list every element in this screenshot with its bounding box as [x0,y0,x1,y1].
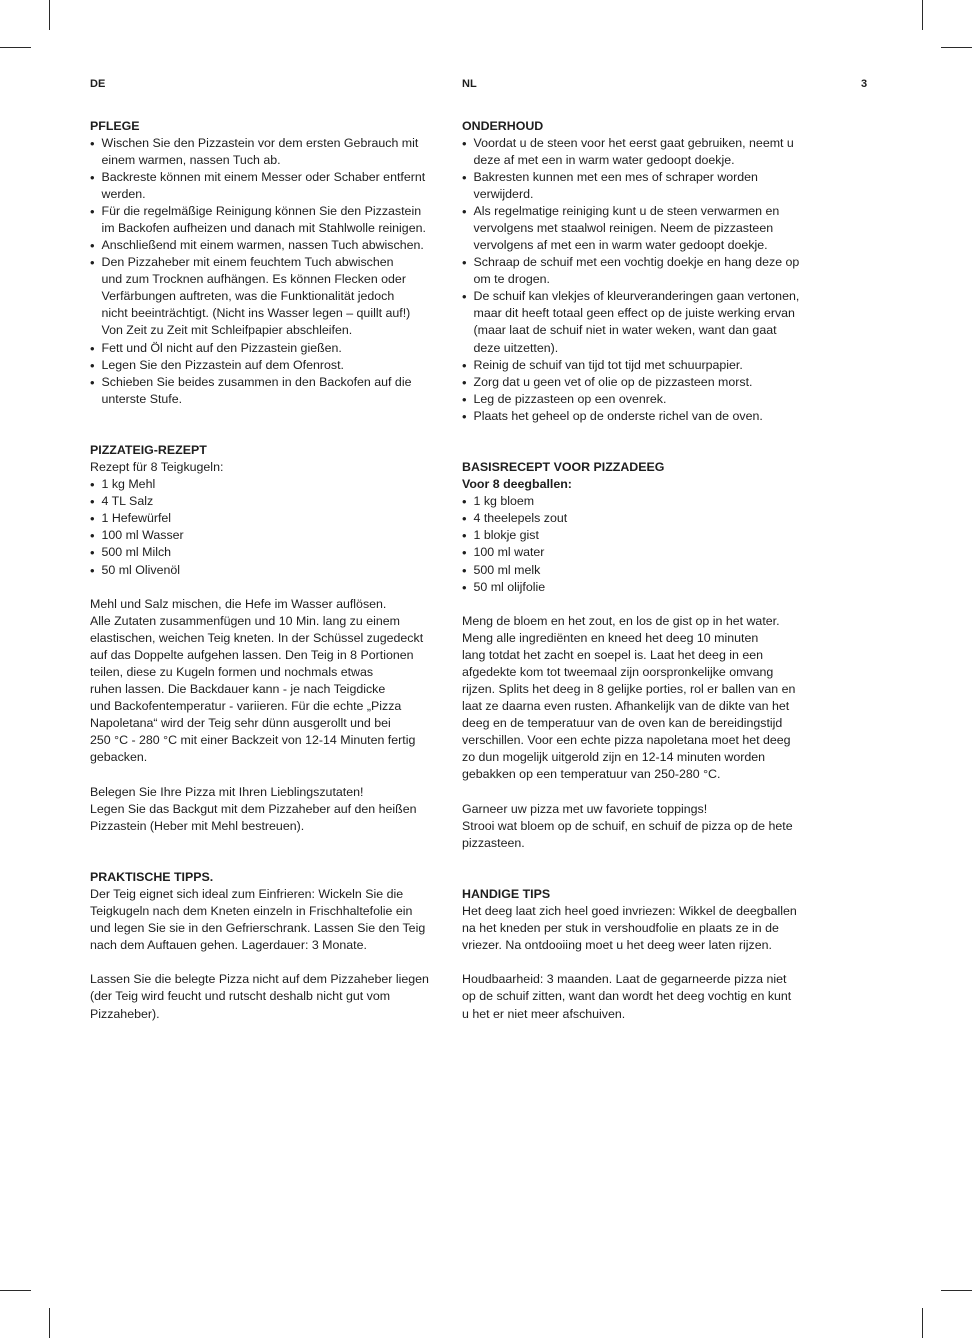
bullet-item [462,391,862,408]
bullet-text-line: Reinig de schuif van tijd tot tijd met schuurpapier. [473,357,743,372]
text-line: 250 °C - 280 °C mit einer Backzeit von 12-14 Minuten fertig [90,733,416,748]
text-line: auf das Doppelte aufgehen lassen. Den Teig in 8 Portionen [90,647,414,662]
text-group [90,784,450,835]
bullet-text-line: Zorg dat u geen vet of olie op de pizzasteen morst. [473,374,753,389]
text-group [90,971,450,1022]
bullet-text-line: vervolgens af met een in warm water gedoopt doekje. [473,238,768,253]
text-group [462,903,862,954]
bullet-item [90,169,450,203]
bullet-item [462,288,862,356]
text-line: op de schuif zitten, want dan wordt het deeg vochtig en kunt [462,989,792,1004]
text-group [462,135,862,425]
bullet-item [462,579,862,596]
bullet-text-line: Verfärbungen auftreten, was die Funktionalität jedoch [101,289,395,304]
section-title: PRAKTISCHE TIPPS. [90,869,214,884]
bullet-text-line: om te drogen. [473,272,550,287]
bullet-text-line: 50 ml Olivenöl [101,562,181,577]
section-title: PIZZATEIG-REZEPT [90,442,207,457]
bullet-glyph: • [90,340,95,356]
text-line: Pizzaheber). [90,1006,160,1021]
bullet-text-line: Backreste können mit einem Messer oder Schaber entfernt [101,169,426,184]
bullet-glyph: • [462,545,467,561]
bullet-item [90,493,450,510]
bullet-item [90,135,450,169]
bullet-item [462,562,862,579]
bullet-glyph: • [462,289,467,305]
paragraph [462,903,862,954]
text-line: zo dun mogelijk uitgerold zijn en 12-14 minuten worden [462,750,766,765]
bullet-list [90,135,450,408]
bullet-text-line: Als regelmatige reiniging kunt u de steen verwarmen en [473,203,780,218]
section [462,886,862,1023]
bullet-glyph: • [90,374,95,390]
bullet-text-line: Plaats het geheel op de onderste richel van de oven. [473,408,763,423]
language-label-dutch: NL [462,78,477,90]
text-line: Napoletana“ wird der Teig sehr dünn ausgerollt und bei [90,716,391,731]
text-line: Der Teig eignet sich ideal zum Einfrieren: Wickeln Sie die [90,887,404,902]
bullet-item [90,510,450,527]
bullet-text-line: Legen Sie den Pizzastein auf dem Ofenrost. [101,357,344,372]
bullet-glyph: • [90,494,95,510]
text-line: Belegen Sie Ihre Pizza mit Ihren Lieblingszutaten! [90,784,364,799]
bullet-glyph: • [90,135,95,151]
bullet-glyph: • [462,255,467,271]
bullet-text-line: 50 ml olijfolie [473,579,546,594]
bullet-list [90,476,450,578]
bullet-text-line: nicht beeinträchtigt. (Nicht ins Wasser legen – quillt auf!) [101,306,411,321]
crop-mark-top-left-horizontal [0,47,31,48]
text-line: laat ze daarna even rusten. Afhankelijk van de dikte van het [462,699,790,714]
bullet-text-line: Wischen Sie den Pizzastein vor dem ersten Gebrauch mit [101,135,419,150]
bullet-text-line: und zum Trocknen aufhängen. Es können Flecken oder [101,272,406,287]
text-line: nach dem Auftauen gehen. Lagerdauer: 3 Monate. [90,938,367,953]
bullet-glyph: • [90,528,95,544]
paragraph [462,971,862,1022]
bullet-list [462,135,862,425]
bullet-item [462,135,862,169]
bullet-glyph: • [462,203,467,219]
bullet-text-line: deze af met een in warm water gedoopt doekje. [473,152,735,167]
bullet-glyph: • [462,169,467,185]
bullet-text-line: 100 ml water [473,545,545,560]
text-line: Rezept für 8 Teigkugeln: [90,460,224,475]
dutch-column [462,118,862,1023]
bullet-text-line: 500 ml Milch [101,545,172,560]
crop-mark-bottom-left-horizontal [0,1290,31,1291]
text-group [90,596,450,767]
bullet-text-line: 4 TL Salz [101,494,154,509]
bullet-text-line: Anschließend mit einem warmen, nassen Tuch abwischen. [101,238,424,253]
bullet-glyph: • [462,562,467,578]
bullet-item [462,203,862,254]
bullet-item [90,544,450,561]
bullet-glyph: • [462,374,467,390]
crop-mark-bottom-right-horizontal [941,1290,972,1291]
bullet-text-line: 4 theelepels zout [473,511,568,526]
bullet-text-line: Den Pizzaheber mit einem feuchtem Tuch abwischen [101,255,394,270]
bullet-item [90,203,450,237]
section-title: BASISRECEPT VOOR PIZZADEEG [462,460,665,475]
section-title: ONDERHOUD [462,118,544,133]
text-line: afgedekte kom tot tweemaal zijn oorspronkelijke omvang [462,665,774,679]
text-line: u het er niet meer afschuiven. [462,1006,626,1021]
section [90,118,450,408]
subheading [462,476,862,493]
text-line: ruhen lassen. Die Backdauer kann - je nach Teigdicke [90,682,386,697]
bullet-text-line: Bakresten kunnen met een mes of schraper worden [473,169,758,184]
section-title: PFLEGE [90,118,140,133]
bullet-glyph: • [90,511,95,527]
text-group [90,459,450,579]
text-line: und Backofentemperatur - variieren. Für die echte „Pizza [90,699,402,714]
text-line: Teigkugeln nach dem Kneten einzeln in Frischhaltefolie ein [90,904,413,919]
bullet-glyph: • [90,255,95,271]
paragraph [90,596,450,767]
text-group [462,476,862,596]
bullet-glyph: • [462,408,467,424]
bullet-item [462,510,862,527]
language-label-german: DE [90,78,106,90]
bullet-text-line: werden. [101,186,146,201]
section-title: HANDIGE TIPS [462,887,551,902]
text-group [90,886,450,954]
bullet-text-line: maar dit heeft totaal geen effect op de juiste werking ervan [473,306,795,321]
bullet-text-line: Für die regelmäßige Reinigung können Sie den Pizzastein [101,203,422,218]
text-group [462,971,862,1022]
text-line: (der Teig wird feucht und rutscht deshalb nicht gut vom [90,989,391,1004]
text-line: Legen Sie das Backgut mit dem Pizzaheber auf den heißen [90,801,417,816]
bullet-item [462,254,862,288]
paragraph [462,801,862,852]
bullet-glyph: • [462,494,467,510]
bullet-text-line: deze uitzetten). [473,340,559,355]
bullet-text-line: (maar laat de schuif niet in water weken, want dan gaat [473,323,777,338]
crop-mark-bottom-left-vertical [49,1308,50,1338]
bullet-text-line: 100 ml Wasser [101,528,184,543]
crop-mark-top-right-vertical [922,0,923,30]
bullet-text-line: unterste Stufe. [101,391,183,406]
bullet-item [90,562,450,579]
text-group [90,135,450,408]
bullet-text-line: einem warmen, nassen Tuch ab. [101,152,281,167]
text-line: rijzen. Splits het deeg in 8 gelijke porties, rol er ballen van en [462,682,796,697]
text-line: Pizzastein (Heber mit Mehl bestreuen). [90,818,305,833]
bullet-glyph: • [90,562,95,578]
bullet-list [462,493,862,595]
paragraph [462,613,862,784]
section [90,869,450,1023]
crop-mark-top-right-horizontal [941,47,972,48]
bullet-item [90,237,450,254]
bullet-glyph: • [90,545,95,561]
text-line: gebacken. [90,750,148,765]
bullet-item [90,357,450,374]
paragraph [90,784,450,835]
section [462,118,862,425]
text-line: deeg en de temperatuur van de oven kan de bereidingstijd [462,716,783,731]
text-line: pizzasteen. [462,835,525,850]
text-line: lang totdat het zacht en soepel is. Laat het deeg in een [462,647,764,662]
bullet-item [462,493,862,510]
bullet-item [462,357,862,374]
text-line: na het kneden per stuk in vershoudfolie en plaats ze in de [462,921,779,936]
bullet-item [462,544,862,561]
bullet-text-line: Von Zeit zu Zeit mit Schleifpapier abschleifen. [101,323,353,338]
text-line: Voor 8 deegballen: [462,477,572,492]
paragraph [90,459,450,476]
paragraph [90,971,450,1022]
bullet-text-line: 1 Hefewürfel [101,511,172,526]
bullet-item [90,374,450,408]
text-line: und legen Sie sie in den Gefrierschrank. Lassen Sie den Teig [90,921,426,936]
bullet-item [90,476,450,493]
text-line: Alle Zutaten zusammenfügen und 10 Min. lang zu einem [90,613,400,628]
bullet-text-line: De schuif kan vlekjes of kleurveranderingen gaan vertonen, [473,289,800,304]
crop-mark-top-left-vertical [49,0,50,30]
text-line: Strooi wat bloem op de schuif, en schuif de pizza op de hete [462,818,793,833]
text-line: vriezer. Na ontdooiing moet u het deeg weer laten rijzen. [462,938,772,953]
bullet-item [462,527,862,544]
text-line: Meng alle ingrediënten en kneed het deeg 10 minuten [462,630,759,645]
bullet-text-line: Leg de pizzasteen op een ovenrek. [473,391,667,406]
bullet-text-line: 1 kg bloem [473,494,535,509]
bullet-text-line: Schraap de schuif met een vochtig doekje en hang deze op [473,255,800,270]
bullet-text-line: im Backofen aufheizen und danach mit Stahlwolle reinigen. [101,220,426,235]
text-line: Meng de bloem en het zout, en los de gist op in het water. [462,613,780,628]
bullet-glyph: • [462,135,467,151]
text-line: gebakken op een temperatuur van 250-280 °C. [462,767,721,782]
text-line: Garneer uw pizza met uw favoriete toppings! [462,801,708,816]
text-line: teilen, diese zu Kugeln formen und nochmals etwas [90,665,374,679]
bullet-item [90,254,450,339]
bullet-text-line: 1 kg Mehl [101,477,156,492]
text-line: Mehl und Salz mischen, die Hefe im Wasser auflösen. [90,596,387,611]
crop-mark-bottom-right-vertical [922,1308,923,1338]
bullet-text-line: vervolgens met staalwol reinigen. Neem de pizzasteen [473,220,774,235]
text-line: elastischen, weichen Teig kneten. In der Schüssel zugedeckt [90,630,424,645]
bullet-text-line: 500 ml melk [473,562,541,577]
bullet-text-line: Fett und Öl nicht auf den Pizzastein gießen. [101,340,342,355]
bullet-glyph: • [90,357,95,373]
bullet-glyph: • [462,511,467,527]
bullet-item [462,374,862,391]
bullet-glyph: • [90,238,95,254]
text-line: verschillen. Voor een echte pizza napoletana moet het deeg [462,733,791,748]
bullet-glyph: • [462,579,467,595]
bullet-glyph: • [462,391,467,407]
page-number: 3 [861,78,868,90]
section [462,459,862,852]
bullet-text-line: verwijderd. [473,186,534,201]
bullet-text-line: 1 blokje gist [473,528,539,543]
bullet-text-line: Voordat u de steen voor het eerst gaat gebruiken, neemt u [473,135,794,150]
section [90,442,450,835]
bullet-glyph: • [462,528,467,544]
bullet-glyph: • [462,357,467,373]
text-line: Het deeg laat zich heel goed invriezen: Wikkel de deegballen [462,904,797,919]
paragraph [90,886,450,954]
bullet-glyph: • [90,203,95,219]
bullet-item [462,408,862,425]
bullet-glyph: • [90,169,95,185]
bullet-glyph: • [90,477,95,493]
text-line: Lassen Sie die belegte Pizza nicht auf dem Pizzaheber liegen [90,972,429,987]
text-group [462,613,862,784]
bullet-item [462,169,862,203]
german-column [90,118,450,1023]
bullet-item [90,340,450,357]
bullet-text-line: Schieben Sie beides zusammen in den Backofen auf die [101,374,412,389]
bullet-item [90,527,450,544]
text-group [462,801,862,852]
text-line: Houdbaarheid: 3 maanden. Laat de gegarneerde pizza niet [462,972,787,987]
